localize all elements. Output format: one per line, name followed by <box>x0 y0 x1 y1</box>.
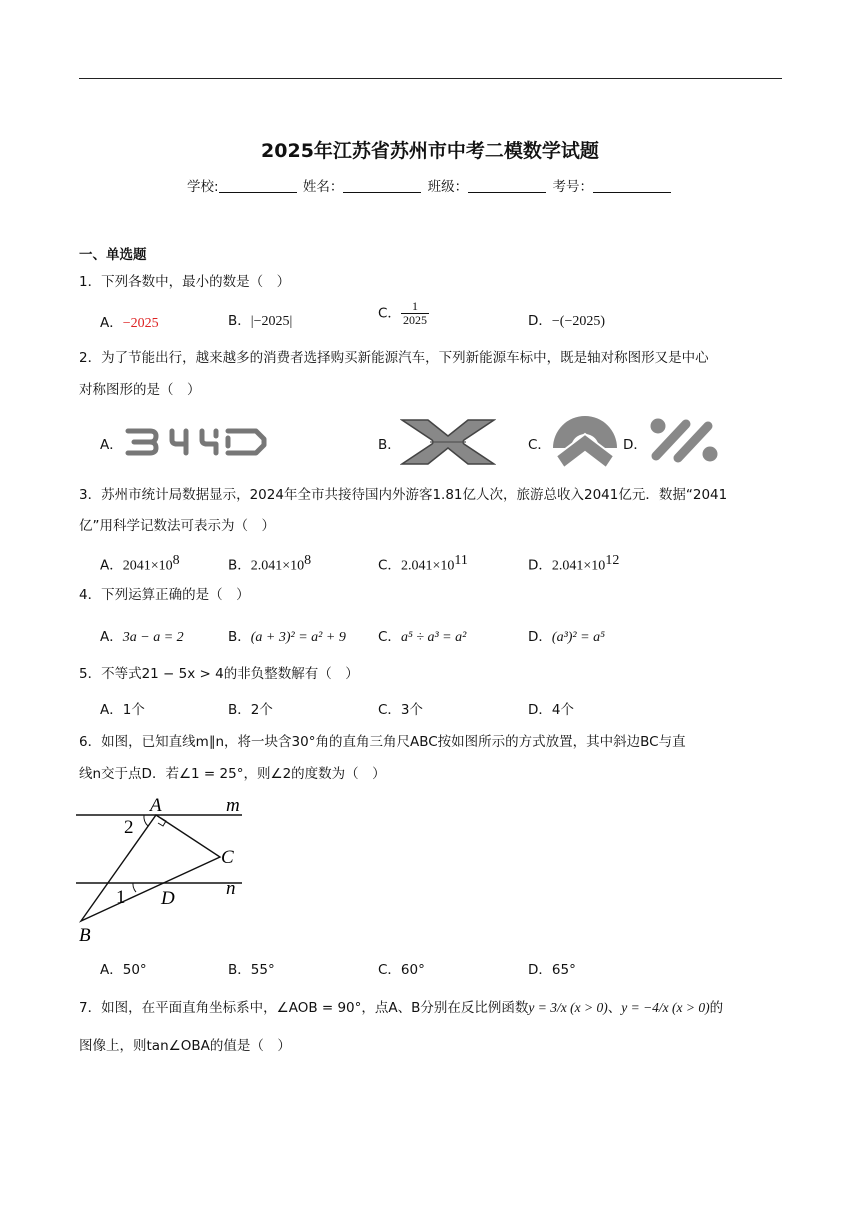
q1-a-value: −2025 <box>122 316 159 331</box>
q1-b-value: |−2025| <box>250 314 293 329</box>
q1-stem: 1．下列各数中，最小的数是（ ） <box>79 274 291 290</box>
option-label: C． <box>378 305 401 322</box>
q1-option-b[interactable] <box>228 309 292 330</box>
q1-option-a[interactable] <box>100 311 159 332</box>
angle-2-arc <box>144 815 148 826</box>
q6-stem-line2: 线n交于点D．若∠1 = 25°，则∠2的度数为（ ） <box>79 766 386 782</box>
option-label: B． <box>228 313 251 329</box>
q4-d-expr: (a³)² = a⁵ <box>551 630 605 645</box>
q4-stem: 4．下列运算正确的是（ ） <box>79 587 250 603</box>
option-label: B． <box>228 629 251 645</box>
school-blank[interactable] <box>219 179 297 193</box>
byd-logo-icon <box>124 426 268 458</box>
option-label: A． <box>100 629 123 645</box>
option-label: D． <box>623 437 647 453</box>
q5-option-b[interactable]: B．2个 <box>228 702 273 718</box>
q5-option-d[interactable]: D．4个 <box>528 702 574 718</box>
q1-option-d[interactable] <box>528 309 605 330</box>
q6-triangle-figure <box>76 793 256 945</box>
angle-1-arc <box>133 883 136 892</box>
label-b: B <box>79 925 91 945</box>
student-info <box>0 175 860 195</box>
q2-option-c[interactable] <box>528 433 551 453</box>
label-2: 2 <box>124 817 134 838</box>
q5-stem: 5．不等式21 − 5x > 4的非负整数解有（ ） <box>79 666 359 682</box>
q3-stem-line2: 亿”用科学记数法可表示为（ ） <box>79 518 275 534</box>
q7-function-1: y = 3/x (x > 0) <box>528 1000 608 1015</box>
q7-function-2: y = −4/x (x > 0) <box>621 1000 710 1015</box>
q3-d-base: 2.041×10 <box>551 558 606 574</box>
option-label: A． <box>100 557 123 574</box>
q7-stem-line2: 图像上，则tan∠OBA的值是（ ） <box>79 1038 291 1054</box>
q3-b-base: 2.041×10 <box>250 558 305 574</box>
q1-d-value: −(−2025) <box>551 314 606 329</box>
q3-d-exponent: 12 <box>605 553 620 568</box>
q3-option-c[interactable] <box>378 553 468 575</box>
option-label: B． <box>378 437 401 453</box>
q7-separator: 、 <box>607 1000 622 1016</box>
class-label: 班级： <box>427 179 469 195</box>
option-label: C． <box>528 437 551 453</box>
q3-c-exponent: 11 <box>454 553 468 568</box>
q4-option-a[interactable] <box>100 625 184 646</box>
q7-stem-tail: 的 <box>709 1000 724 1016</box>
exam-no-label: 考号： <box>552 179 593 195</box>
option-label: A． <box>100 437 123 453</box>
label-a: A <box>150 795 162 816</box>
x-logo-icon <box>400 418 496 466</box>
q2-stem-line1: 2．为了节能出行，越来越多的消费者选择购买新能源汽车，下列新能源车标中，既是轴对称图形又是中心 <box>79 350 709 366</box>
q6-stem-line1: 6．如图，已知直线m∥n，将一块含30°角的直角三角尺ABC按如图所示的方式放置，其中斜边BC与直 <box>79 734 686 750</box>
q2-option-d[interactable] <box>623 433 647 453</box>
class-blank[interactable] <box>468 179 546 193</box>
q2-option-a[interactable] <box>100 433 123 453</box>
label-1: 1 <box>116 887 126 908</box>
q4-b-expr: (a + 3)² = a² + 9 <box>250 630 346 645</box>
numerator: 1 <box>401 300 429 314</box>
option-label: D． <box>528 629 552 645</box>
option-label: D． <box>528 313 552 329</box>
option-label: D． <box>528 557 552 574</box>
q7-stem-line1 <box>79 993 784 1023</box>
header-rule <box>79 78 782 79</box>
q3-a-exponent: 8 <box>172 553 180 568</box>
q4-c-expr: a⁵ ÷ a³ = a² <box>400 630 467 645</box>
page-title: 2025年江苏省苏州市中考二模数学试题 <box>261 140 599 162</box>
school-label: 学校: <box>187 179 219 195</box>
q4-option-b[interactable] <box>228 625 346 646</box>
q4-option-d[interactable] <box>528 625 605 646</box>
slash-logo-icon <box>646 414 722 466</box>
triangle-abc <box>81 815 220 921</box>
q6-option-a[interactable]: A．50° <box>100 962 147 978</box>
option-label: C． <box>378 629 401 645</box>
q3-stem-line1: 3．苏州市统计局数据显示，2024年全市共接待国内外游客1.81亿人次，旅游总收入2041亿元．数据“2041 <box>79 487 728 503</box>
q3-option-d[interactable] <box>528 553 619 575</box>
option-label: C． <box>378 557 401 574</box>
option-label: B． <box>228 557 251 574</box>
q2-option-b[interactable] <box>378 433 401 453</box>
label-d: D <box>161 888 175 909</box>
q5-option-a[interactable]: A．1个 <box>100 702 145 718</box>
q6-option-d[interactable]: D．65° <box>528 962 576 978</box>
q6-option-b[interactable]: B．55° <box>228 962 275 978</box>
q1-option-c[interactable] <box>378 300 429 327</box>
label-c: C <box>221 847 234 868</box>
label-m: m <box>226 795 240 816</box>
name-blank[interactable] <box>343 179 421 193</box>
q4-a-expr: 3a − a = 2 <box>122 630 184 645</box>
q3-option-b[interactable] <box>228 553 311 575</box>
q3-a-base: 2041×10 <box>122 558 173 574</box>
exam-no-blank[interactable] <box>593 179 671 193</box>
name-label: 姓名： <box>302 179 344 195</box>
q1-c-fraction <box>401 300 429 327</box>
q2-stem-line2: 对称图形的是（ ） <box>79 382 201 398</box>
q3-b-exponent: 8 <box>304 553 312 568</box>
option-label: A． <box>100 315 123 331</box>
q4-option-c[interactable] <box>378 625 466 646</box>
denominator: 2025 <box>402 313 427 327</box>
label-n: n <box>226 878 236 899</box>
q3-c-base: 2.041×10 <box>400 558 455 574</box>
q6-option-c[interactable]: C．60° <box>378 962 425 978</box>
q7-stem-text: 7．如图，在平面直角坐标系中，∠AOB = 90°，点A、B分别在反比例函数 <box>79 1000 529 1016</box>
arch-logo-icon <box>550 412 620 470</box>
q3-option-a[interactable] <box>100 553 180 575</box>
q5-option-c[interactable]: C．3个 <box>378 702 424 718</box>
section-heading: 一、单选题 <box>79 247 147 263</box>
